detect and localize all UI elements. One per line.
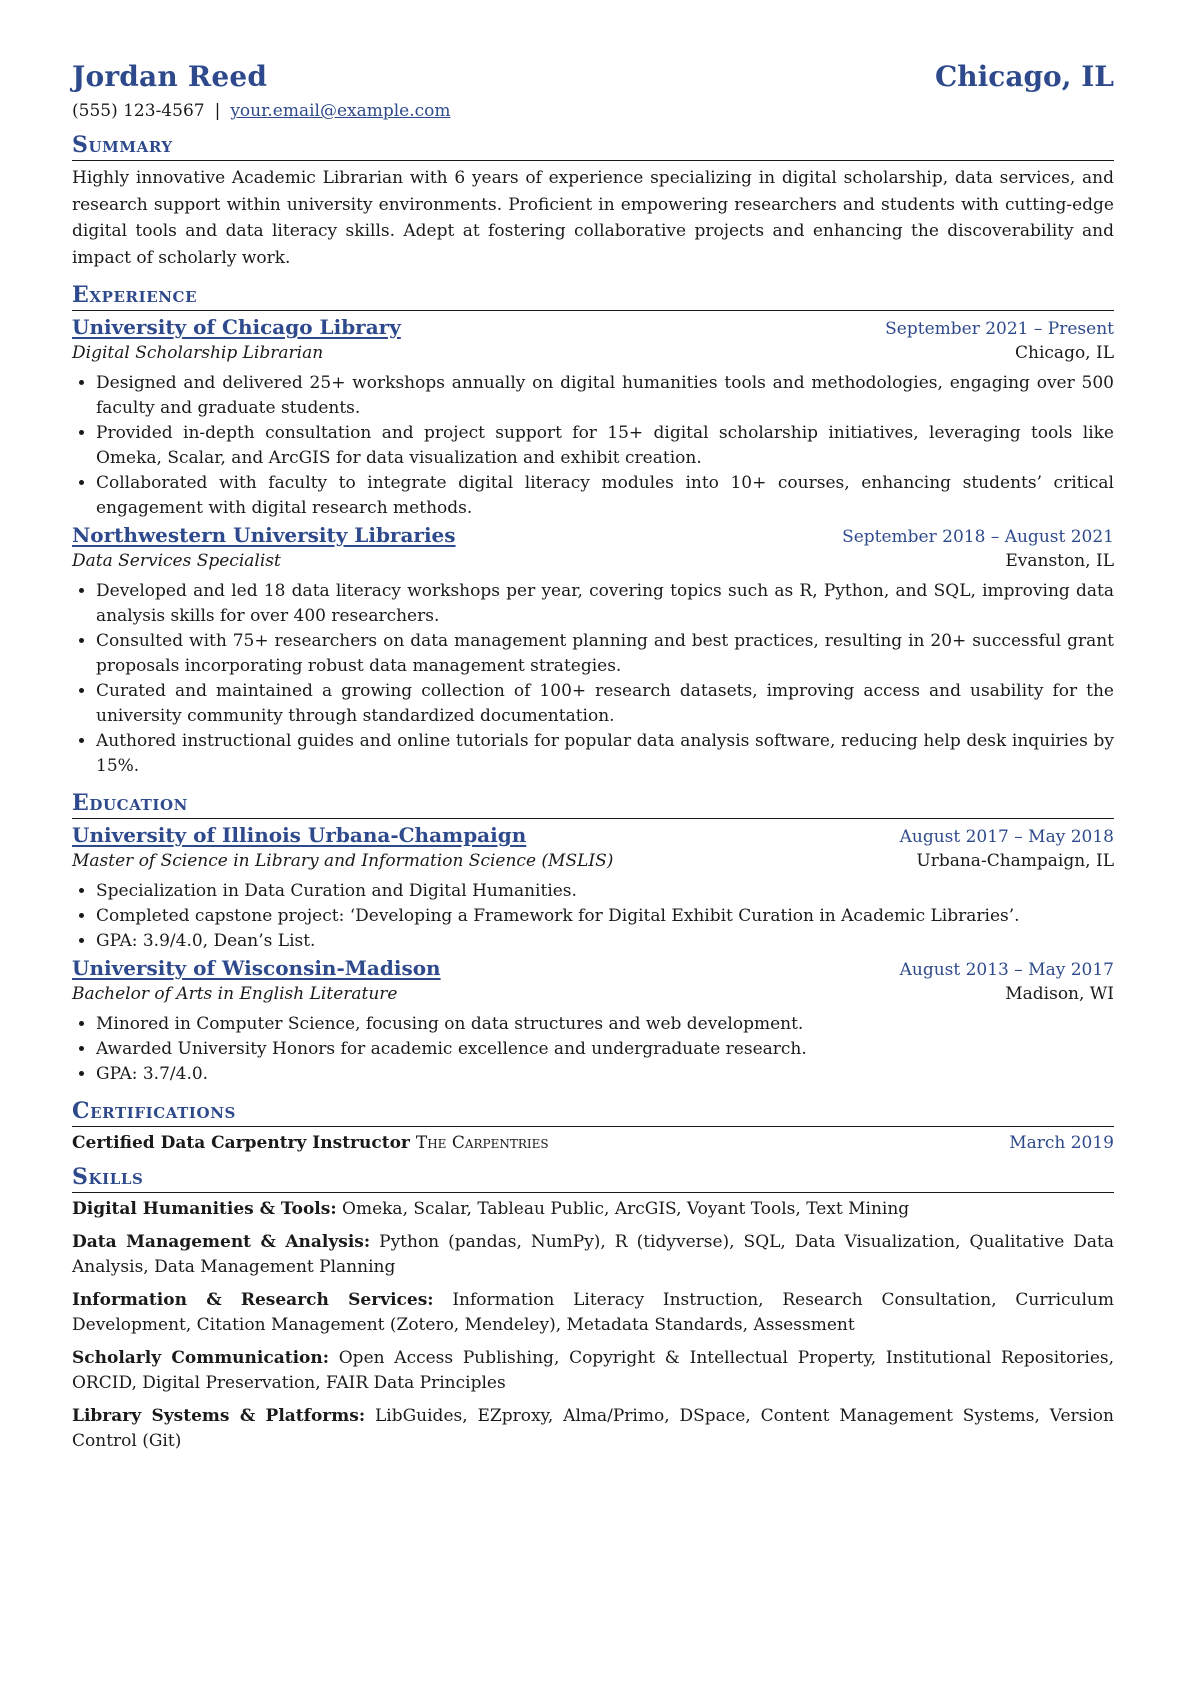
bullet-list	[72, 371, 1114, 521]
entry-location: Chicago, IL	[1015, 343, 1114, 363]
entry-location: Urbana-Champaign, IL	[916, 851, 1114, 871]
certification-label	[72, 1133, 549, 1153]
bullet-item: • Developed and led 18 data literacy workshops per year, covering topics such as R, Python, and SQL, improving data analysis skills for over 400 researchers.	[96, 579, 1114, 629]
entry-header	[72, 956, 1114, 980]
skill-text: Open Access Publishing, Copyright & Intellectual Property, Institutional Repositories, ORCID, Digital Preservation, FAIR Data Principles	[72, 1348, 1115, 1393]
summary-text: Highly innovative Academic Librarian with 6 years of experience specializing in digital scholarship, data services, and research support within university environments. Proficient in empowering researchers and students with cutting-edge digital tools and data literacy skills. Adept at fostering collaborative projects and enhancing the discoverability and impact of scholarly work.	[72, 168, 1114, 268]
entry-subheader	[72, 343, 1114, 363]
entry-header	[72, 823, 1114, 847]
certifications-section	[72, 1097, 1114, 1153]
bullet-item: • Provided in-depth consultation and project support for 15+ digital scholarship initiatives, leveraging tools like Omeka, Scalar, and ArcGIS for data visualization and exhibit creation.	[96, 421, 1114, 471]
bullet-item: • Specialization in Data Curation and Digital Humanities.	[96, 879, 1114, 904]
skill-text: Python (pandas, NumPy), R (tidyverse), SQL, Data Visualization, Qualitative Data Analysis, Data Management Planning	[72, 1232, 1115, 1277]
resume-header	[72, 60, 1114, 93]
bullet-item: • Authored instructional guides and online tutorials for popular data analysis software, reducing help desk inquiries by 15%.	[96, 729, 1114, 779]
certification-date: March 2019	[1009, 1133, 1114, 1153]
skill-group	[72, 1346, 1114, 1396]
summary-section	[72, 131, 1114, 271]
entry-dates: September 2021 – Present	[885, 319, 1114, 339]
skill-group	[72, 1197, 1114, 1222]
contact-separator: |	[214, 101, 221, 121]
bullet-list	[72, 1012, 1114, 1087]
skill-text: Omeka, Scalar, Tableau Public, ArcGIS, Voyant Tools, Text Mining	[342, 1199, 910, 1219]
section-title-experience: Experience	[72, 281, 1114, 311]
bullet-list	[72, 879, 1114, 954]
skill-label: Scholarly Communication:	[72, 1348, 330, 1368]
entry-location: Madison, WI	[1005, 984, 1114, 1004]
skill-group	[72, 1288, 1114, 1338]
entry-header	[72, 523, 1114, 547]
employer-link[interactable]: University of Chicago Library	[72, 315, 401, 339]
certification-item	[72, 1133, 1114, 1153]
job-title: Data Services Specialist	[72, 551, 281, 571]
job-title: Digital Scholarship Librarian	[72, 343, 324, 363]
contact-line	[72, 101, 1114, 121]
entry-dates: September 2018 – August 2021	[842, 527, 1114, 547]
bullet-list	[72, 579, 1114, 779]
candidate-name: Jordan Reed	[72, 60, 268, 93]
degree-title: Bachelor of Arts in English Literature	[72, 984, 398, 1004]
bullet-item: • Designed and delivered 25+ workshops annually on digital humanities tools and methodologies, engaging over 500 faculty and graduate students.	[96, 371, 1114, 421]
skill-label: Digital Humanities & Tools:	[72, 1199, 337, 1219]
entry-location: Evanston, IL	[1005, 551, 1114, 571]
degree-title: Master of Science in Library and Information Science (MSLIS)	[72, 851, 614, 871]
bullet-item: • Curated and maintained a growing collection of 100+ research datasets, improving access and usability for the university community through standardized documentation.	[96, 679, 1114, 729]
entry-subheader	[72, 851, 1114, 871]
skills-section	[72, 1163, 1114, 1454]
section-title-certifications: Certifications	[72, 1097, 1114, 1127]
skill-label: Information & Research Services:	[72, 1290, 434, 1310]
entry-header	[72, 315, 1114, 339]
skill-label: Data Management & Analysis:	[72, 1232, 371, 1252]
school-link[interactable]: University of Illinois Urbana-Champaign	[72, 823, 527, 847]
experience-section	[72, 281, 1114, 779]
phone-number: (555) 123-4567	[72, 101, 205, 121]
certification-org: The Carpentries	[415, 1133, 549, 1153]
bullet-item: • Awarded University Honors for academic excellence and undergraduate research.	[96, 1037, 1114, 1062]
bullet-item: • Collaborated with faculty to integrate digital literacy modules into 10+ courses, enhancing students’ critical engagement with digital research methods.	[96, 471, 1114, 521]
education-section	[72, 789, 1114, 1087]
email-link[interactable]: your.email@example.com	[230, 101, 451, 121]
education-entry	[72, 956, 1114, 1087]
certification-name: Certified Data Carpentry Instructor	[72, 1133, 410, 1153]
skill-group	[72, 1230, 1114, 1280]
section-title-summary: Summary	[72, 131, 1114, 161]
experience-entry	[72, 523, 1114, 779]
bullet-item: • Completed capstone project: ‘Developing a Framework for Digital Exhibit Curation in Academic Libraries’.	[96, 904, 1114, 929]
entry-subheader	[72, 984, 1114, 1004]
experience-entry	[72, 315, 1114, 521]
entry-dates: August 2017 – May 2018	[899, 827, 1114, 847]
bullet-item: • GPA: 3.9/4.0, Dean’s List.	[96, 929, 1114, 954]
resume-page	[72, 60, 1114, 1454]
skill-group	[72, 1404, 1114, 1454]
entry-subheader	[72, 551, 1114, 571]
employer-link[interactable]: Northwestern University Libraries	[72, 523, 456, 547]
section-title-education: Education	[72, 789, 1114, 819]
section-title-skills: Skills	[72, 1163, 1114, 1193]
school-link[interactable]: University of Wisconsin-Madison	[72, 956, 441, 980]
bullet-item: • Consulted with 75+ researchers on data management planning and best practices, resulting in 20+ successful grant proposals incorporating robust data management strategies.	[96, 629, 1114, 679]
bullet-item: • GPA: 3.7/4.0.	[96, 1062, 1114, 1087]
skill-text: LibGuides, EZproxy, Alma/Primo, DSpace, Content Management Systems, Version Control (Git)	[72, 1406, 1114, 1451]
candidate-city: Chicago, IL	[934, 60, 1114, 93]
bullet-item: • Minored in Computer Science, focusing on data structures and web development.	[96, 1012, 1114, 1037]
skill-text: Information Literacy Instruction, Research Consultation, Curriculum Development, Citation Management (Zotero, Mendeley), Metadata Standards, Assessment	[72, 1290, 1115, 1335]
entry-dates: August 2013 – May 2017	[899, 960, 1114, 980]
skill-label: Library Systems & Platforms:	[72, 1406, 366, 1426]
education-entry	[72, 823, 1114, 954]
